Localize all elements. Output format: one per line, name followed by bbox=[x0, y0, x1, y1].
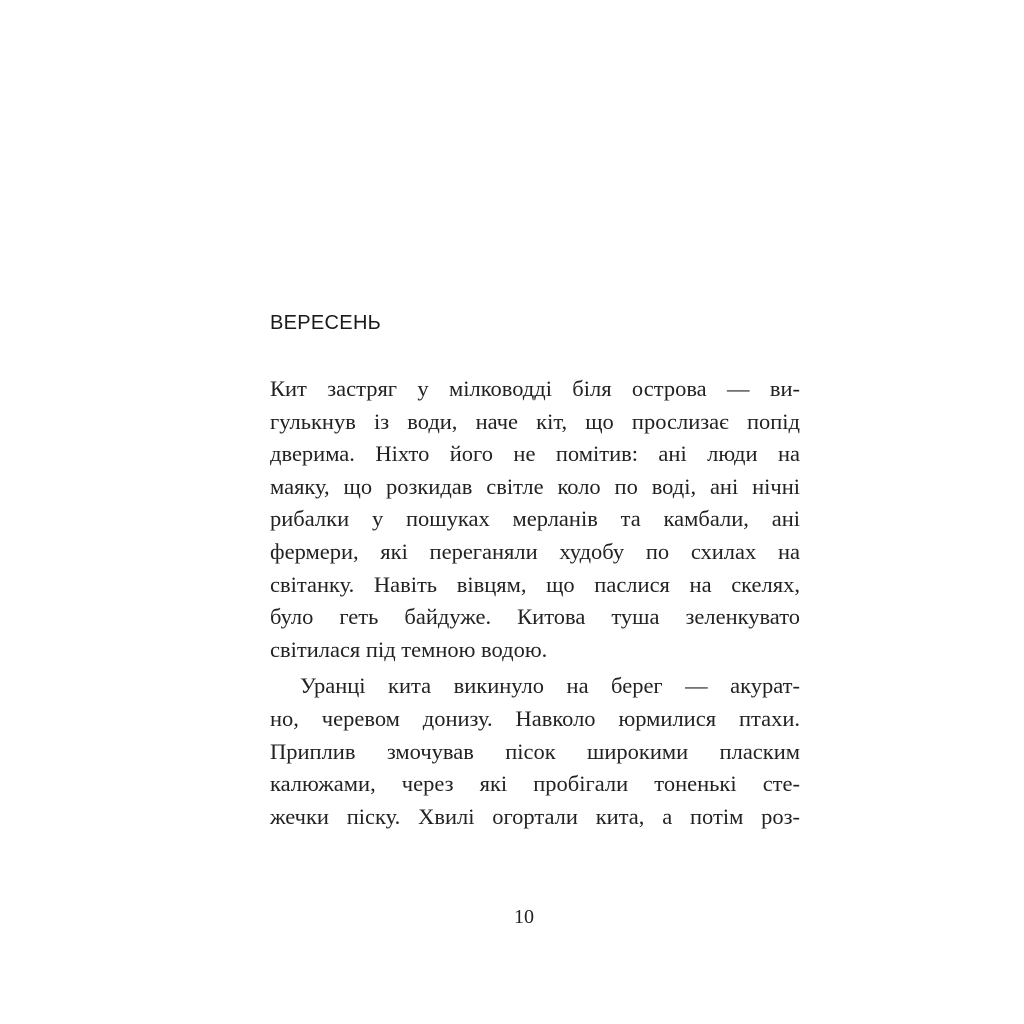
text-line: рибалки у пошуках мерланів та камбали, ані bbox=[270, 506, 800, 532]
text-line: но, черевом донизу. Навколо юрмилися птахи. bbox=[270, 705, 800, 731]
text-line: було геть байдуже. Китова туша зеленкувато bbox=[270, 604, 800, 630]
text-line: калюжами, через які пробігали тоненькі сте- bbox=[270, 771, 800, 797]
page-number: 10 bbox=[514, 906, 534, 928]
text-line: світилася під темною водою. bbox=[270, 636, 548, 662]
body-text bbox=[270, 373, 800, 833]
text-line: маяку, що розкидав світле коло по воді, ані нічні bbox=[270, 473, 800, 499]
text-line: дверима. Ніхто його не помітив: ані люди на bbox=[270, 441, 800, 467]
text-line: жечки піску. Хвилі огортали кита, а потім роз- bbox=[270, 803, 800, 829]
text-line: Приплив змочував пісок широкими пласким bbox=[270, 738, 800, 764]
text-line: гулькнув із води, наче кіт, що прослизає попід bbox=[270, 408, 800, 434]
chapter-title: ВЕРЕСЕНЬ bbox=[270, 312, 382, 334]
text-line: фермери, які переганяли худобу по схилах на bbox=[270, 538, 800, 564]
text-line: Кит застряг у мілководді біля острова — ви- bbox=[270, 376, 800, 401]
text-line: світанку. Навіть вівцям, що паслися на скелях, bbox=[270, 571, 800, 597]
paragraph bbox=[270, 373, 800, 666]
text-line: Уранці кита викинуло на берег — акурат- bbox=[300, 673, 800, 699]
paragraph bbox=[270, 670, 800, 833]
